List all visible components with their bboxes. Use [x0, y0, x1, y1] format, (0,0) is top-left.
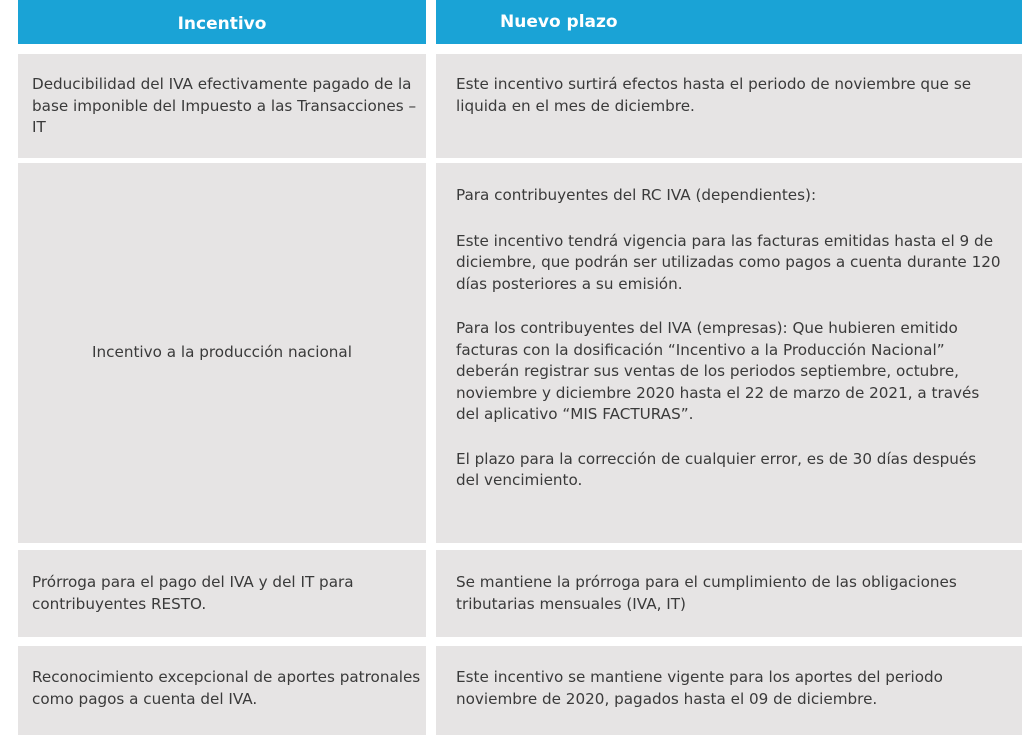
- incentive-text: Deducibilidad del IVA efectivamente pagado de la base imponible del Impuesto a las Transacciones – IT: [32, 75, 417, 136]
- header-nuevo-plazo-label: Nuevo plazo: [500, 12, 618, 32]
- deadline-paragraph: Para los contribuyentes del IVA (empresas): Que hubieren emitido facturas con la dosificación “Incentivo a la Producción Nacional” deberán registrar sus ventas de los periodos septiembre, octubre, noviembre y diciembre 2020 hasta el 22 de marzo de 2021, a través del aplicativo “MIS FACTURAS”.: [456, 319, 980, 423]
- deadline-text: Se mantiene la prórroga para el cumplimiento de las obligaciones tributarias mensuales (IVA, IT): [456, 573, 957, 613]
- deadline-text: Este incentivo surtirá efectos hasta el periodo de noviembre que se liquida en el mes de diciembre.: [456, 75, 972, 115]
- deadline-paragraph: Para contribuyentes del RC IVA (dependientes):: [456, 186, 817, 204]
- header-incentivo: [18, 0, 426, 44]
- incentive-text: Incentivo a la producción nacional: [92, 343, 352, 362]
- deadline-paragraph: Este incentivo tendrá vigencia para las facturas emitidas hasta el 9 de diciembre, que podrán ser utilizadas como pagos a cuenta durante 120 días posteriores a su emisión.: [456, 231, 1001, 293]
- table-row-3-incentive: [18, 550, 426, 637]
- deadline-text: Este incentivo se mantiene vigente para los aportes del periodo noviembre de 2020, pagados hasta el 09 de diciembre.: [456, 668, 943, 708]
- header-incentivo-label: Incentivo: [177, 14, 267, 34]
- incentive-text: Reconocimiento excepcional de aportes patronales como pagos a cuenta del IVA.: [32, 668, 421, 708]
- table-row-4-deadline: [436, 646, 1022, 735]
- table-row-4-incentive: [18, 646, 426, 735]
- header-nuevo-plazo: [436, 0, 1022, 44]
- incentive-text: Prórroga para el pago del IVA y del IT para contribuyentes RESTO.: [32, 573, 354, 613]
- deadline-paragraph: El plazo para la corrección de cualquier error, es de 30 días después del vencimiento.: [456, 449, 977, 489]
- table-row-2-deadline: [436, 163, 1022, 543]
- table-row-3-deadline: [436, 550, 1022, 637]
- table-row-1-deadline: [436, 54, 1022, 158]
- table-row-1-incentive: [18, 54, 426, 158]
- table-row-2-incentive: [18, 163, 426, 543]
